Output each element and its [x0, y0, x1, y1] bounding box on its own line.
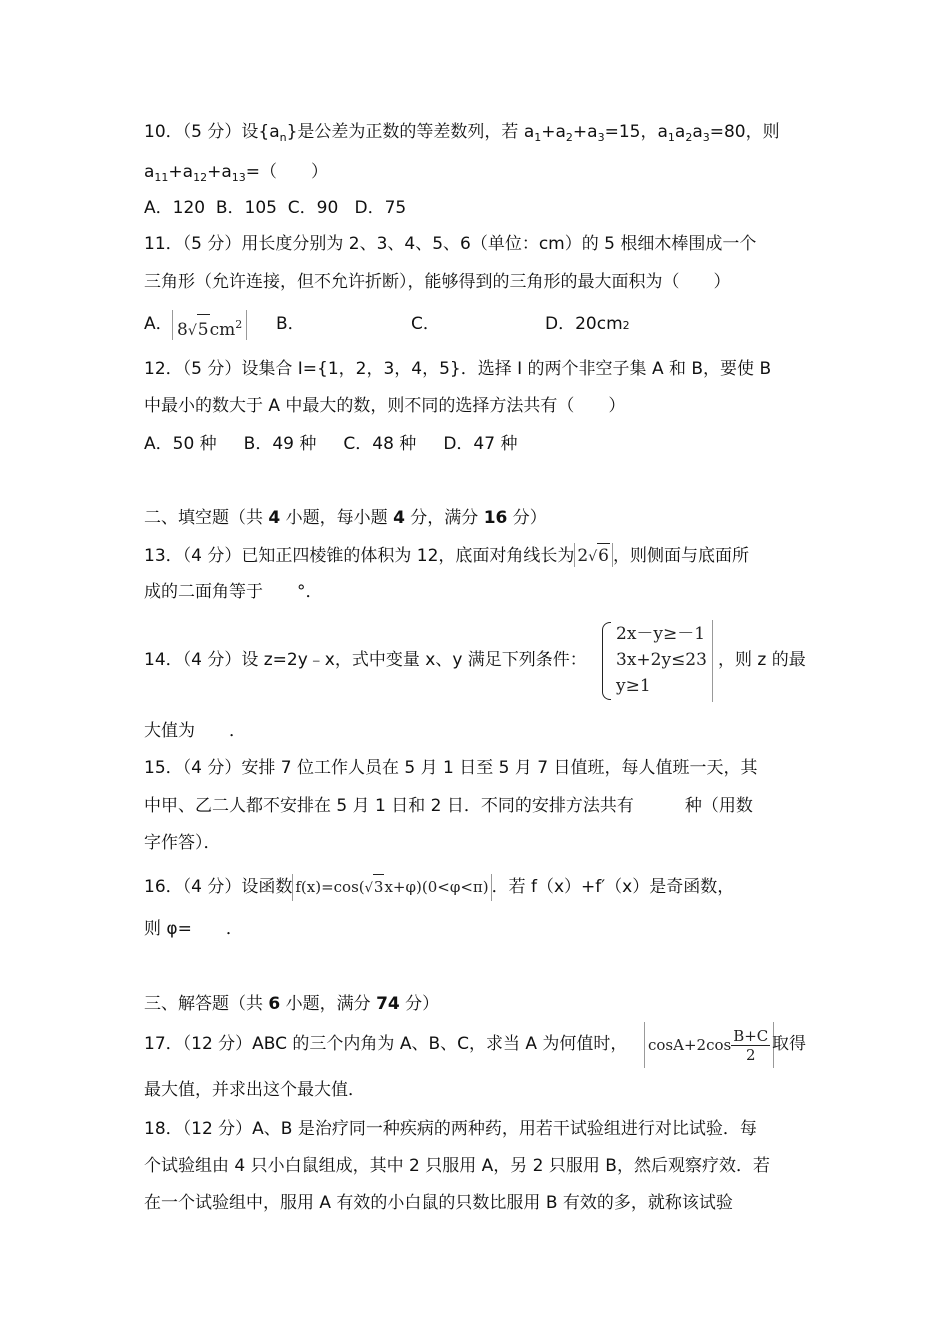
q14-constraint-3: y≥1 [616, 676, 651, 696]
q17-line2: 最大值，并求出这个最大值． [144, 1080, 365, 1100]
q13-formula: 2√6 [574, 543, 613, 567]
q15-line1: 15．（4 分）安排 7 位工作人员在 5 月 1 日至 5 月 7 日值班，每人值班一天，其 [144, 758, 758, 778]
q16-line2: 则 φ= ． [144, 919, 243, 939]
q17-formula: cosA+2cos $\frac{B+C}{2}$ [644, 1022, 774, 1068]
q16-formula: f(x)=cos(√3x+φ)(0<φ<π) [292, 874, 491, 901]
q18-line2: 个试验组由 4 只小白鼠组成，其中 2 只服用 A，另 2 只服用 B，然后观察疗效．若 [144, 1156, 770, 1176]
section2-title: 二、填空题（共 4 小题，每小题 4 分，满分 16 分） [144, 508, 547, 528]
q11-option-c-label: C． [411, 314, 440, 334]
q16-line1: 16．（4 分）设函数 f(x)=cos(√3x+φ)(0<φ<π) ．若 f（x）+f′（x）是奇函数， [144, 874, 734, 901]
q11-option-a-label: A． [144, 314, 173, 334]
q12-line2: 中最小的数大于 A 中最大的数，则不同的选择方法共有（ ） [144, 396, 626, 416]
q13-line2: 成的二面角等于 °． [144, 582, 323, 602]
q18-line3: 在一个试验组中，服用 A 有效的小白鼠的只数比服用 B 有效的多，就称该试验 [144, 1193, 733, 1213]
q14-line1-end: ，则 z 的最 [718, 650, 806, 670]
q17-line1: 17．（12 分）ABC 的三个内角为 A、B、C，求当 A 为何值时， [144, 1034, 628, 1054]
q14-constraint-1: 2x－y≥－1 [616, 624, 706, 644]
q15-line2: 中甲、乙二人都不安排在 5 月 1 日和 2 日．不同的安排方法共有 种（用数 [144, 796, 753, 816]
q17-line1-end: 取得 [772, 1034, 806, 1054]
q10-line1: 10．（5 分）设$\{a_n\}$是公差为正数的等差数列，若 $a_1+a_2+a_3=15$，$a_1a_2a_3=80$，则 [144, 122, 780, 144]
q10-options: A．120 B．105 C．90 D．75 [144, 198, 407, 218]
q15-line3: 字作答）． [144, 833, 221, 853]
q14-constraints [602, 620, 713, 702]
q13-line1: 13．（4 分）已知正四棱锥的体积为 12，底面对角线长为 2√6 ，则侧面与底面所 [144, 543, 749, 568]
q10-line2: $a_{11}+a_{12}+a_{13}=$（ ） [144, 162, 329, 184]
q12-options: A．50 种 B．49 种 C．48 种 D．47 种 [144, 434, 518, 454]
q11-option-d: D．20cm2 [545, 314, 630, 334]
q11-option-b-label: B． [276, 314, 305, 334]
q11-line1: 11．（5 分）用长度分别为 2、3、4、5、6（单位：cm）的 5 根细木棒围成一个 [144, 234, 757, 254]
brace-icon [602, 622, 611, 700]
q14-line2: 大值为 ． [144, 721, 246, 741]
q12-line1: 12．（5 分）设集合 I={1，2，3，4，5}．选择 I 的两个非空子集 A 和 B，要使 B [144, 359, 772, 379]
q18-line1: 18．（12 分）A、B 是治疗同一种疾病的两种药，用若干试验组进行对比试验．每 [144, 1119, 757, 1139]
q14-constraint-2: 3x+2y≤23 [616, 650, 707, 670]
q11-option-a-formula: $8√5cm^2$ [172, 310, 247, 340]
q11-line2: 三角形（允许连接，但不允许折断），能够得到的三角形的最大面积为（ ） [144, 272, 731, 292]
section3-title: 三、解答题（共 6 小题，满分 74 分） [144, 994, 440, 1014]
q14-line1: 14．（4 分）设 z=2y﹣x，式中变量 x、y 满足下列条件： [144, 650, 587, 670]
